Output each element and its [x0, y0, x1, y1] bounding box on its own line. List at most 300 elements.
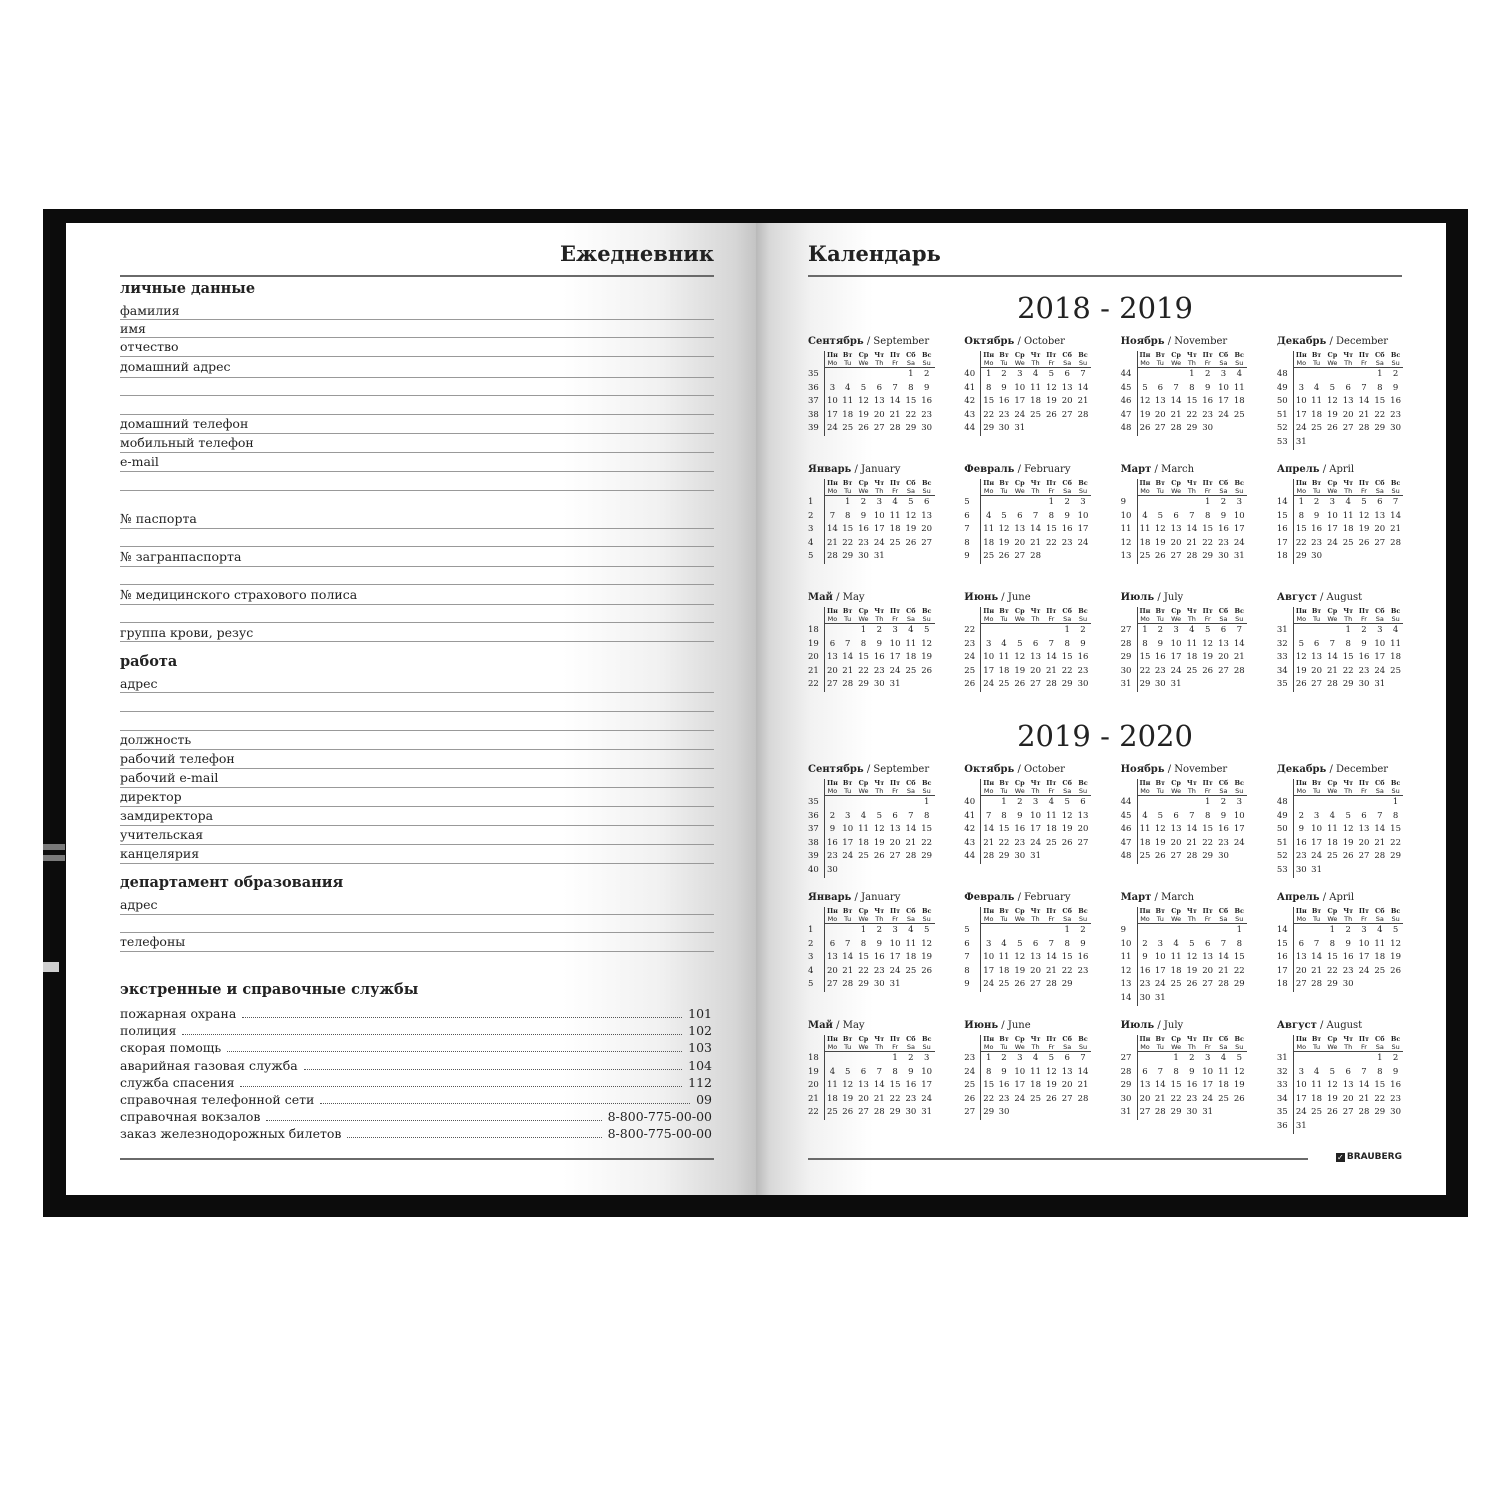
- day-cell: 21: [980, 837, 996, 851]
- weekday-header: Вт: [999, 351, 1009, 359]
- field-line[interactable]: [120, 584, 714, 585]
- weekday-header: Пн: [1293, 1035, 1309, 1043]
- day-cell: 18: [824, 1093, 840, 1107]
- field-line[interactable]: [120, 641, 714, 642]
- day-cell: 14: [1374, 824, 1386, 835]
- day-cell: 5: [1236, 1053, 1242, 1063]
- field-line[interactable]: [120, 768, 714, 769]
- weekday-header: Вс: [1078, 779, 1088, 787]
- week-number: 35: [1276, 679, 1288, 690]
- weekday-header: Sa: [1216, 1043, 1232, 1052]
- calendar-2018-2019: [808, 336, 1402, 720]
- service-name: справочная вокзалов: [120, 1109, 261, 1125]
- weekday-header: Вс: [1390, 1035, 1401, 1043]
- day-cell: 20: [1030, 965, 1041, 976]
- day-cell: 14: [1390, 510, 1401, 521]
- day-cell: 10: [1326, 510, 1338, 521]
- week-number: 22: [808, 1107, 819, 1118]
- day-cell: 10: [873, 510, 885, 521]
- weekday-header: Su: [1388, 915, 1404, 924]
- separator: /: [1154, 1020, 1164, 1031]
- day-cell: 25: [1233, 409, 1245, 420]
- day-cell: 14: [1154, 1080, 1166, 1091]
- weekday-header: Пн: [824, 1035, 840, 1043]
- weekday-header: Сб: [1062, 779, 1072, 787]
- field-line[interactable]: [120, 490, 714, 491]
- weekday-header: Пн: [980, 607, 996, 615]
- month-name-ru: Апрель: [1276, 892, 1320, 903]
- day-cell: 12: [998, 524, 1010, 535]
- day-cell: [1356, 1120, 1372, 1134]
- weekday-header: Fr: [1043, 787, 1059, 796]
- week-number: 12: [1120, 965, 1132, 976]
- service-name: скорая помощь: [120, 1040, 222, 1056]
- section-emergency: экстренные и справочные службы: [120, 981, 419, 998]
- day-cell: 5: [1204, 625, 1211, 635]
- week-number: 36: [808, 382, 819, 393]
- month-table: [808, 351, 947, 436]
- field-line[interactable]: [120, 433, 714, 434]
- week-number: 8: [964, 537, 970, 548]
- day-cell: 10: [1358, 938, 1370, 949]
- month-february: [964, 892, 1103, 1020]
- day-cell: 16: [1390, 396, 1401, 407]
- day-cell: 8: [860, 638, 867, 649]
- field-line[interactable]: [120, 377, 714, 378]
- field-line[interactable]: [120, 825, 714, 826]
- weekday-header: Sa: [1372, 787, 1388, 796]
- day-cell: [1184, 796, 1200, 810]
- day-cell: 15: [1186, 396, 1198, 407]
- day-cell: 27: [824, 678, 840, 692]
- service-number: 09: [696, 1092, 712, 1107]
- day-cell: 22: [1342, 665, 1354, 676]
- field-director: директор: [120, 789, 182, 804]
- week-number: 21: [808, 665, 819, 676]
- weekday-header: Чт: [874, 907, 885, 915]
- week-number: 23: [964, 1053, 976, 1063]
- week-number: 9: [964, 551, 970, 562]
- day-cell: 3: [980, 938, 996, 952]
- weekday-header: Пн: [980, 779, 996, 787]
- day-cell: 31: [889, 679, 901, 690]
- field-line[interactable]: [120, 546, 714, 547]
- day-cell: 12: [1358, 510, 1370, 521]
- field-line[interactable]: [120, 692, 714, 693]
- weekday-header: Вс: [1234, 479, 1244, 487]
- month-name-ru: Ноябрь: [1120, 336, 1165, 347]
- week-number: 16: [1276, 952, 1288, 963]
- header-spacer: [1277, 779, 1293, 787]
- day-cell: 21: [1311, 965, 1322, 976]
- weekday-header: Tu: [1309, 487, 1325, 496]
- weekday-header: Mo: [1137, 615, 1153, 624]
- day-cell: 28: [1077, 409, 1089, 420]
- day-cell: 28: [1154, 1107, 1166, 1118]
- day-cell: [1059, 422, 1075, 436]
- week-number: 15: [1276, 510, 1288, 521]
- weekday-header: Вт: [1311, 779, 1322, 787]
- dot-leader: [240, 1076, 682, 1087]
- field-line[interactable]: [120, 622, 714, 623]
- day-cell: 24: [842, 851, 854, 862]
- day-cell: 25: [1030, 1093, 1041, 1104]
- header-spacer: [964, 351, 980, 359]
- day-cell: 28: [1326, 679, 1338, 690]
- field-line[interactable]: [120, 730, 714, 731]
- weekday-header: Th: [1340, 615, 1356, 624]
- field-line[interactable]: [120, 844, 714, 845]
- field-name: имя: [120, 321, 146, 336]
- day-cell: [1028, 422, 1044, 436]
- day-cell: 23: [824, 850, 840, 864]
- field-line[interactable]: [120, 604, 714, 605]
- day-cell: 2: [1017, 797, 1023, 807]
- weekday-header: Пн: [1137, 1035, 1153, 1043]
- weekday-header: Tu: [1309, 615, 1325, 624]
- day-cell: [1200, 924, 1216, 938]
- day-cell: 22: [1045, 537, 1057, 548]
- day-cell: 8: [1064, 638, 1070, 649]
- month-name-ru: Октябрь: [964, 764, 1015, 775]
- weekday-header: Th: [1028, 487, 1044, 496]
- weekday-header: Чт: [1030, 1035, 1041, 1043]
- day-cell: [996, 496, 1012, 510]
- day-cell: 21: [1045, 665, 1057, 676]
- weekday-header: Su: [1388, 787, 1404, 796]
- week-number: 49: [1276, 810, 1288, 821]
- day-cell: 1: [1173, 1053, 1179, 1063]
- field-line[interactable]: [120, 356, 714, 357]
- week-number: 4: [808, 537, 814, 548]
- day-cell: 18: [1374, 952, 1386, 963]
- weekday-header: Sa: [903, 915, 919, 924]
- weekday-header: Чт: [1186, 607, 1197, 615]
- week-number: 34: [1276, 665, 1288, 676]
- day-cell: 21: [1170, 409, 1182, 420]
- emergency-row: [120, 1006, 712, 1022]
- day-cell: 13: [1170, 524, 1182, 535]
- day-cell: 20: [1154, 409, 1166, 420]
- day-cell: 16: [1061, 524, 1073, 535]
- field-line[interactable]: [120, 566, 714, 567]
- day-cell: 2: [908, 1053, 914, 1063]
- day-cell: 30: [1154, 679, 1166, 690]
- header-spacer: [1121, 615, 1137, 624]
- weekday-header: Сб: [906, 351, 916, 359]
- day-cell: 12: [1154, 824, 1166, 835]
- field-line[interactable]: [120, 471, 714, 472]
- day-cell: 23: [998, 409, 1010, 420]
- day-cell: 7: [1173, 382, 1179, 393]
- day-cell: 17: [1293, 1093, 1309, 1107]
- day-cell: 15: [905, 396, 917, 407]
- field-line[interactable]: [120, 711, 714, 712]
- weekday-header: Ср: [858, 351, 869, 359]
- day-cell: 23: [1202, 409, 1214, 420]
- day-cell: 8: [1293, 510, 1309, 524]
- day-cell: 1: [1189, 369, 1195, 379]
- day-cell: 26: [858, 423, 869, 434]
- day-cell: 25: [998, 679, 1010, 690]
- week-number: 9: [1120, 925, 1127, 935]
- field-line[interactable]: [120, 452, 714, 453]
- day-cell: 25: [1137, 550, 1153, 564]
- week-number: 21: [808, 1093, 819, 1104]
- day-cell: 16: [1311, 524, 1322, 535]
- week-number: 16: [1276, 524, 1288, 535]
- day-cell: 19: [1202, 652, 1214, 663]
- month-title: [808, 592, 947, 607]
- day-cell: 20: [1293, 965, 1309, 979]
- separator: /: [998, 1020, 1008, 1031]
- day-cell: 5: [1329, 382, 1336, 393]
- brand-logo: [1336, 1152, 1402, 1162]
- day-cell: 31: [921, 1107, 933, 1118]
- day-cell: 9: [1064, 510, 1070, 521]
- field-home-address: домашний адрес: [120, 359, 231, 374]
- week-number: 24: [964, 1066, 976, 1077]
- weekday-header: Сб: [906, 479, 916, 487]
- day-cell: 25: [1186, 665, 1198, 676]
- day-cell: 12: [921, 938, 933, 949]
- field-line[interactable]: [120, 395, 714, 396]
- weekday-header: Вт: [1155, 351, 1166, 359]
- day-cell: [887, 796, 903, 810]
- day-cell: 1: [860, 625, 867, 635]
- day-cell: [1137, 1052, 1153, 1066]
- weekday-header: Mo: [980, 1043, 996, 1052]
- header-spacer: [1277, 359, 1293, 368]
- weekday-header: Пн: [980, 907, 996, 915]
- field-line[interactable]: [120, 951, 714, 952]
- day-cell: [1231, 1106, 1247, 1120]
- day-cell: [1309, 368, 1325, 382]
- weekday-header: Вт: [1311, 607, 1322, 615]
- day-cell: 17: [889, 952, 901, 963]
- day-cell: 13: [1061, 382, 1073, 393]
- field-line[interactable]: [120, 414, 714, 415]
- day-cell: 1: [980, 1052, 996, 1066]
- day-cell: [1340, 796, 1356, 810]
- weekday-header: Вт: [999, 907, 1009, 915]
- weekday-header: Su: [919, 915, 935, 924]
- day-cell: 26: [998, 551, 1010, 562]
- separator: /: [1014, 464, 1025, 475]
- day-cell: 1: [844, 497, 851, 507]
- week-number: 1: [808, 925, 814, 935]
- week-number: 5: [808, 979, 814, 990]
- weekday-header: Сб: [1375, 607, 1385, 615]
- weekday-header: Su: [1388, 1043, 1404, 1052]
- day-cell: 11: [1045, 810, 1057, 821]
- weekday-header: Mo: [1293, 915, 1309, 924]
- day-cell: [1012, 924, 1028, 938]
- weekday-header: Th: [871, 915, 887, 924]
- day-cell: 14: [905, 824, 917, 835]
- day-cell: 20: [1077, 824, 1089, 835]
- week-number: 26: [964, 679, 976, 690]
- day-cell: 5: [860, 382, 867, 393]
- separator: /: [863, 336, 874, 347]
- weekday-header: Вт: [1311, 907, 1322, 915]
- day-cell: 29: [889, 1107, 901, 1118]
- weekday-header: Вт: [1311, 479, 1322, 487]
- week-number: 28: [1120, 1066, 1132, 1077]
- day-cell: 21: [1326, 665, 1338, 676]
- day-cell: 6: [1064, 1053, 1070, 1063]
- month-table: [1121, 479, 1260, 564]
- field-line[interactable]: [120, 863, 714, 864]
- separator: /: [1151, 892, 1162, 903]
- day-cell: 4: [1329, 810, 1336, 821]
- day-cell: 15: [1390, 824, 1401, 835]
- day-cell: 21: [873, 1093, 885, 1104]
- day-cell: 9: [1137, 951, 1153, 965]
- day-cell: 12: [842, 1080, 854, 1091]
- field-line[interactable]: [120, 528, 714, 529]
- month-name-ru: Август: [1276, 1020, 1317, 1031]
- day-cell: 19: [1154, 837, 1166, 848]
- week-number: 29: [1120, 652, 1132, 663]
- day-cell: 25: [1374, 965, 1386, 976]
- weekday-header: Tu: [840, 915, 856, 924]
- day-cell: 5: [908, 497, 914, 507]
- day-cell: 20: [1374, 524, 1386, 535]
- week-number: 18: [808, 1053, 819, 1063]
- day-cell: [903, 796, 919, 810]
- day-cell: 26: [905, 537, 917, 548]
- weekday-header: Пн: [1293, 607, 1309, 615]
- weekday-header: Вс: [1078, 1035, 1088, 1043]
- day-cell: 16: [921, 396, 933, 407]
- day-cell: [1216, 924, 1232, 938]
- week-number: 44: [964, 851, 976, 862]
- day-cell: 8: [1204, 510, 1211, 521]
- day-cell: 4: [1377, 925, 1383, 935]
- weekday-header: We: [856, 1043, 872, 1052]
- weekday-header: Su: [1231, 787, 1247, 796]
- day-cell: 6: [1204, 938, 1211, 949]
- weekday-header: Sa: [1216, 359, 1232, 368]
- weekday-header: Сб: [1218, 779, 1229, 787]
- weekday-header: Пн: [980, 479, 996, 487]
- separator: /: [1014, 336, 1024, 347]
- service-number: 8-800-775-00-00: [607, 1126, 712, 1142]
- field-line[interactable]: [120, 806, 714, 807]
- day-cell: 24: [1374, 665, 1386, 676]
- day-cell: [1324, 864, 1340, 878]
- header-spacer: [808, 607, 824, 615]
- week-number: 40: [964, 797, 976, 807]
- field-office: канцелярия: [120, 846, 200, 861]
- day-cell: 21: [889, 409, 901, 420]
- day-cell: 3: [1236, 497, 1242, 507]
- day-cell: 10: [824, 395, 840, 409]
- weekday-header: Mo: [980, 487, 996, 496]
- weekday-header: Su: [919, 359, 935, 368]
- header-spacer: [1121, 1043, 1137, 1052]
- field-line[interactable]: [120, 337, 714, 338]
- weekday-header: Ср: [858, 607, 869, 615]
- week-number: 48: [1120, 851, 1132, 862]
- day-cell: 10: [889, 938, 901, 949]
- day-cell: [996, 624, 1012, 638]
- day-cell: 17: [889, 652, 901, 663]
- day-cell: 26: [1061, 837, 1073, 848]
- day-cell: 19: [905, 524, 917, 535]
- emergency-row: [120, 1023, 712, 1039]
- day-cell: 6: [860, 1066, 867, 1077]
- weekday-header: Fr: [1356, 787, 1372, 796]
- weekday-header: Tu: [1152, 915, 1168, 924]
- day-cell: [840, 1052, 856, 1066]
- day-cell: 8: [1204, 810, 1211, 821]
- week-number: 45: [1120, 382, 1132, 393]
- weekday-header: Сб: [1375, 907, 1385, 915]
- day-cell: 19: [873, 837, 885, 848]
- day-cell: 13: [1311, 652, 1322, 663]
- separator: /: [1164, 336, 1175, 347]
- day-cell: [840, 864, 856, 878]
- day-cell: 30: [1186, 1107, 1198, 1118]
- day-cell: 24: [1358, 965, 1370, 976]
- day-cell: 9: [1392, 382, 1399, 393]
- weekday-header: Чт: [874, 779, 885, 787]
- field-line[interactable]: [120, 787, 714, 788]
- weekday-header: Вт: [1155, 1035, 1166, 1043]
- week-number: 35: [808, 797, 819, 807]
- month-title: [808, 336, 947, 351]
- day-cell: 12: [858, 396, 869, 407]
- day-cell: 6: [1157, 382, 1163, 393]
- day-cell: [1028, 924, 1044, 938]
- field-line[interactable]: [120, 319, 714, 320]
- field-line[interactable]: [120, 932, 714, 933]
- day-cell: 28: [889, 423, 901, 434]
- weekday-header: Чт: [1030, 607, 1041, 615]
- day-cell: [840, 796, 856, 810]
- month-name-en: March: [1161, 464, 1195, 475]
- day-cell: 5: [1064, 797, 1070, 807]
- day-cell: [1340, 864, 1356, 878]
- field-line[interactable]: [120, 749, 714, 750]
- month-december: [1277, 336, 1416, 464]
- day-cell: 26: [1202, 665, 1214, 676]
- day-cell: 15: [1202, 824, 1214, 835]
- day-cell: 3: [1313, 810, 1320, 821]
- day-cell: 29: [1061, 979, 1073, 990]
- month-name-en: December: [1336, 764, 1389, 775]
- day-cell: 30: [1358, 679, 1370, 690]
- weekday-header: Пт: [890, 479, 901, 487]
- weekday-header: Su: [1388, 359, 1404, 368]
- weekday-header: Пн: [1293, 907, 1309, 915]
- day-cell: [1043, 422, 1059, 436]
- day-cell: 23: [1218, 537, 1229, 548]
- day-cell: 28: [1186, 551, 1198, 562]
- weekday-header: Th: [1028, 359, 1044, 368]
- day-cell: 1: [1048, 497, 1055, 507]
- weekday-header: Su: [1388, 615, 1404, 624]
- day-cell: 25: [1030, 409, 1041, 420]
- day-cell: [1137, 368, 1153, 382]
- field-line[interactable]: [120, 914, 714, 915]
- day-cell: 31: [1311, 864, 1322, 875]
- day-cell: [887, 864, 903, 878]
- day-cell: 5: [844, 1066, 851, 1077]
- day-cell: [871, 864, 887, 878]
